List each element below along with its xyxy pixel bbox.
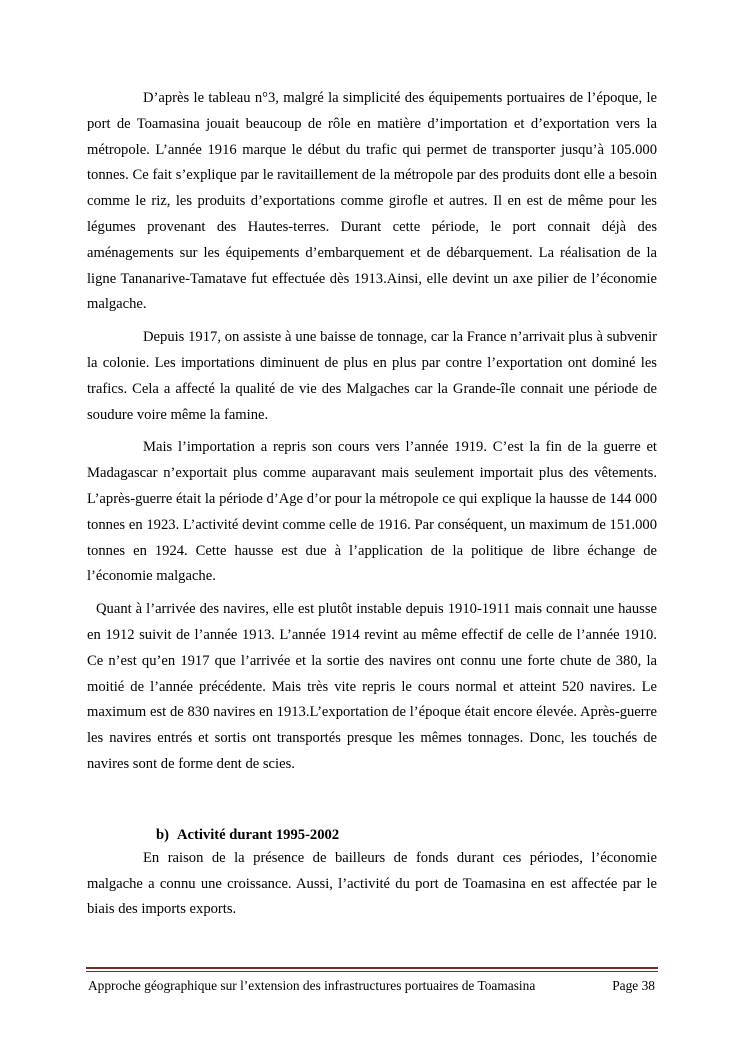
paragraph-1: D’après le tableau n°3, malgré la simplicité des équipements portuaires de l’époque, le port de Toamasina jouait beaucoup de rôle en matière d’importation et d’exportation vers la métropole. L’année 1916 marque le début du trafic qui permet de transporter jusqu’à 105.000 tonnes. Ce fait s’explique par le ravitaillement de la métropole par des produits dont elle a besoin comme le riz, les produits d’exportations comme girofle et autres. Il en est de même pour les légumes provenant des Hautes-terres. Durant cette période, le port connait déjà des aménagements sur les équipements d’embarquement et de débarquement. La réalisation de la ligne Tananarive-Tamatave fut effectuée dès 1913.Ainsi, elle devint un axe pilier de l’économie malgache. bbox=[87, 90, 657, 313]
paragraph-3: Mais l’importation a repris son cours vers l’année 1919. C’est la fin de la guerre et Madagascar n’exportait plus comme auparavant mais seulement importait plus des vêtements. L’après-guerre était la période d’Age d’or pour la métropole ce qui explique la hausse de 144 000 tonnes en 1923. L’activité devint comme celle de 1916. Par conséquent, un maximum de 151.000 tonnes en 1924. Cette hausse est due à l’application de la politique de libre échange de l’économie malgache. bbox=[87, 439, 657, 585]
paragraph-2: Depuis 1917, on assiste à une baisse de tonnage, car la France n’arrivait plus à subvenir la colonie. Les importations diminuent de plus en plus par contre l’exportation ont dominé les trafics. Cela a affecté la qualité de vie des Malgaches car la Grande-île connait une période de soudure voire même la famine. bbox=[87, 329, 657, 423]
section-heading bbox=[87, 824, 657, 846]
section-paragraph: En raison de la présence de bailleurs de fonds durant ces périodes, l’économie malgache a connu une croissance. Aussi, l’activité du port de Toamasina en est affectée par le biais des imports exports. bbox=[87, 849, 657, 918]
footer-title: Approche géographique sur l’extension des infrastructures portuaires de Toamasina bbox=[88, 978, 536, 993]
footer-rule-thin bbox=[86, 971, 658, 972]
section-title: Activité durant 1995-2002 bbox=[176, 826, 340, 843]
page-number: Page 38 bbox=[612, 978, 655, 993]
body-text bbox=[87, 86, 657, 930]
footer-rule-thick bbox=[86, 967, 658, 969]
section-number: b) bbox=[156, 826, 169, 843]
paragraph-4: Quant à l’arrivée des navires, elle est plutôt instable depuis 1910-1911 mais connait une hausse en 1912 suivit de l’année 1913. L’année 1914 revint au même effectif de celle de l’année 1910. Ce n’est qu’en 1917 que l’arrivée et la sortie des navires ont connu une forte chute de 380, la moitié de l’année précédente. Mais très vite repris le cours normal et atteint 520 navires. Le maximum est de 830 navires en 1913.L’exportation de l’époque était encore élevée. Après-guerre les navires entrés et sortis ont transportés presque les mêmes tonnages. Donc, les touchés de navires sont de forme dent de scies. bbox=[87, 601, 657, 772]
